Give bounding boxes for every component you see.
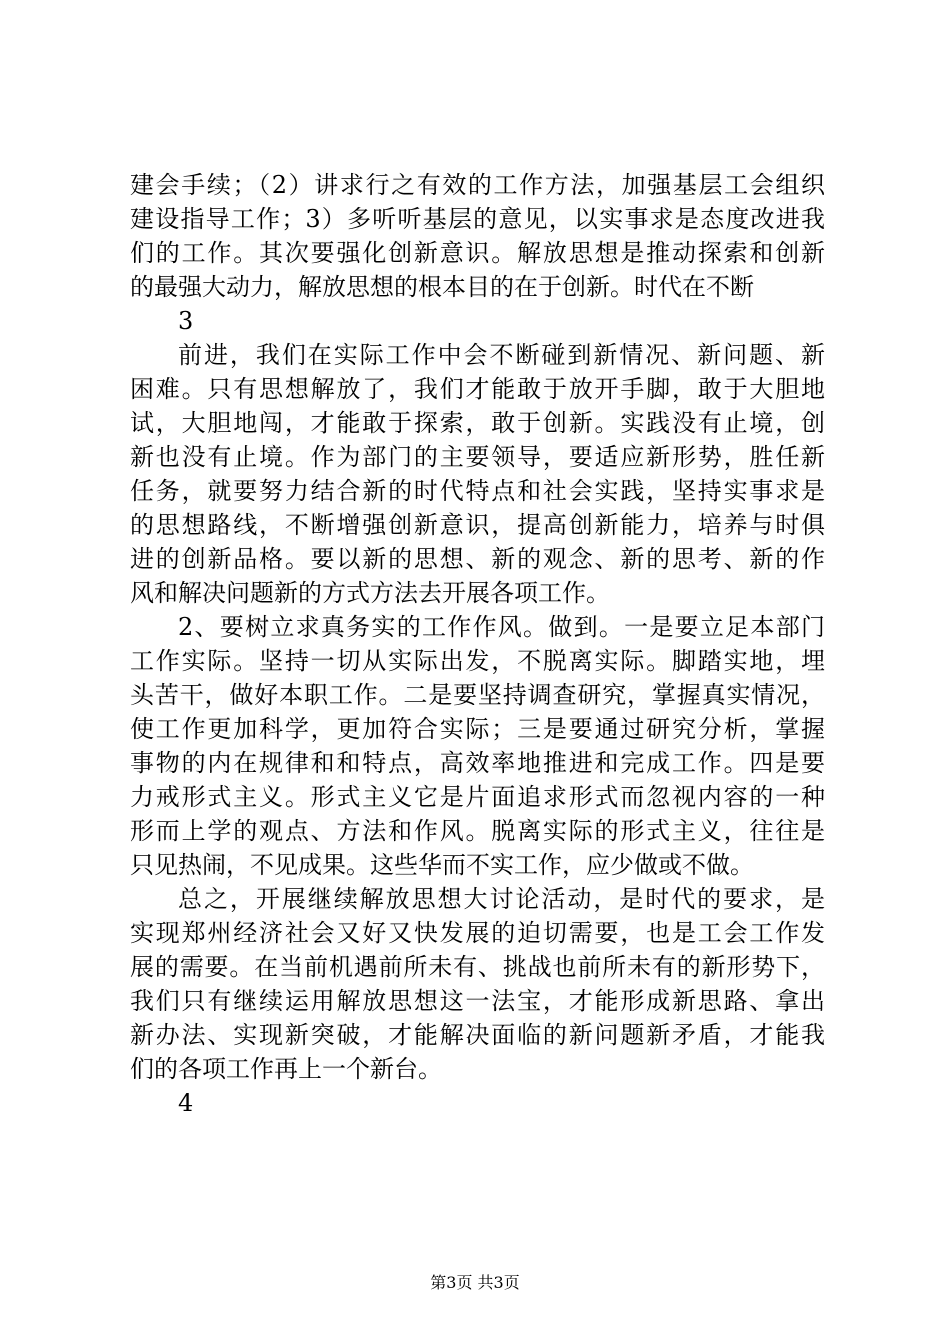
text-line: 的最强大动力，解放思想的根本目的在于创新。时代在不断	[130, 273, 754, 301]
text-line: 建会手续；（2）讲求行之有效的工作方法，加强基层工会组织	[130, 171, 825, 199]
text-line: 展的需要。在当前机遇前所未有、挑战也前所未有的新形势下，	[130, 953, 825, 981]
text-line: 事物的内在规律和和特点，高效率地推进和完成工作。四是要	[130, 749, 825, 777]
text-line: 形而上学的观点、方法和作风。脱离实际的形式主义，往往是	[130, 817, 825, 845]
text-line: 我们只有继续运用解放思想这一法宝，才能形成新思路、拿出	[130, 987, 825, 1015]
text-line: 工作实际。坚持一切从实际出发，不脱离实际。脚踏实地，埋	[130, 647, 825, 675]
text-line: 的思想路线，不断增强创新意识，提高创新能力，培养与时俱	[130, 511, 825, 539]
text-line: 建设指导工作；3）多听听基层的意见，以实事求是态度改进我	[130, 205, 825, 233]
text-line: 任务，就要努力结合新的时代特点和社会实践，坚持实事求是	[130, 477, 825, 505]
text-line: 风和解决问题新的方式方法去开展各项工作。	[130, 579, 610, 607]
text-line: 困难。只有思想解放了，我们才能敢于放开手脚，敢于大胆地	[130, 375, 825, 403]
text-line: 新也没有止境。作为部门的主要领导，要适应新形势，胜任新	[130, 443, 825, 471]
text-line: 只见热闹，不见成果。这些华而不实工作，应少做或不做。	[130, 851, 754, 879]
page-footer: 第3页 共3页	[430, 1273, 520, 1292]
text-line: 力戒形式主义。形式主义它是片面追求形式而忽视内容的一种	[130, 783, 825, 811]
text-line: 新办法、实现新突破，才能解决面临的新问题新矛盾，才能我	[130, 1021, 825, 1049]
text-line: 实现郑州经济社会又好又快发展的迫切需要，也是工会工作发	[130, 919, 825, 947]
text-line: 们的工作。其次要强化创新意识。解放思想是推动探索和创新	[130, 239, 825, 267]
paragraph-start-line: 前进，我们在实际工作中会不断碰到新情况、新问题、新	[178, 341, 825, 369]
inline-page-number: 4	[178, 1089, 194, 1117]
text-line: 试，大胆地闯，才能敢于探索，敢于创新。实践没有止境，创	[130, 409, 825, 437]
paragraph-start-line: 总之，开展继续解放思想大讨论活动，是时代的要求，是	[178, 885, 825, 913]
text-line: 使工作更加科学，更加符合实际；三是要通过研究分析，掌握	[130, 715, 825, 743]
text-line: 进的创新品格。要以新的思想、新的观念、新的思考、新的作	[130, 545, 825, 573]
inline-page-number: 3	[178, 307, 194, 335]
text-line: 头苦干，做好本职工作。二是要坚持调查研究，掌握真实情况，	[130, 681, 825, 709]
text-line: 们的各项工作再上一个新台。	[130, 1055, 442, 1083]
paragraph-start-line: 2、要树立求真务实的工作作风。做到。一是要立足本部门	[178, 613, 825, 641]
document-body	[130, 168, 825, 1120]
